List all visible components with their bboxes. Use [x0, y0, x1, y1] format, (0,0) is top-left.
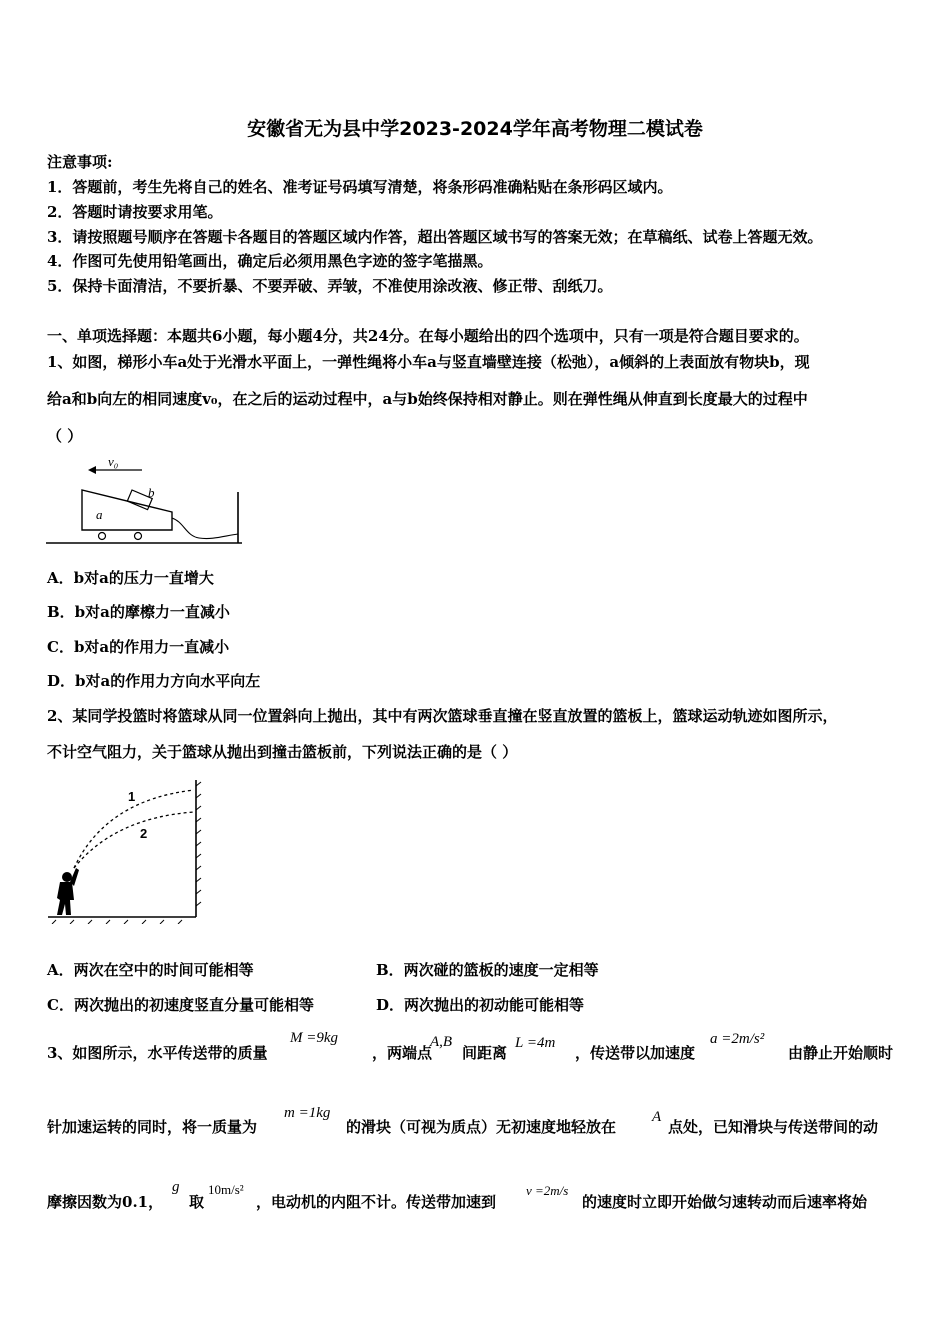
q3-text: ，两端点 [372, 1044, 433, 1062]
notice-item: 3．请按照题号顺序在答题卡各题目的答题区域内作答，超出答题区域书写的答案无效；在草稿纸、试卷上答题无效。 [47, 228, 823, 246]
q3-text: ，传送带以加速度 [575, 1044, 696, 1062]
q1-stem-line: 给a和b向左的相同速度v₀，在之后的运动过程中，a与b始终保持相对静止。则在弹性绳从伸直到长度最大的过程中 [47, 390, 808, 408]
q3-text: 取 [189, 1193, 205, 1211]
q2-basketball-figure [44, 776, 212, 924]
q3-math-L: L =4m [515, 1035, 556, 1051]
q2-option-d: D．两次抛出的初动能可能相等 [376, 996, 585, 1014]
q3-math-a: a =2m/s² [710, 1031, 765, 1047]
q3-text: 由静止开始顺时 [788, 1044, 894, 1062]
section-heading: 一、单项选择题：本题共6小题，每小题4分，共24分。在每小题给出的四个选项中，只有一项是符合题目要求的。 [47, 327, 809, 345]
q3-text: ，电动机的内阻不计。传送带加速到 [256, 1193, 497, 1211]
q3-text: 3、如图所示，水平传送带的质量 [47, 1044, 268, 1062]
q3-text: 的滑块（可视为质点）无初速度地轻放在 [346, 1118, 617, 1136]
q2-option-b: B．两次碰的篮板的速度一定相等 [376, 961, 599, 979]
q2-stem-line: 2、某同学投篮时将篮球从同一位置斜向上抛出，其中有两次篮球垂直撞在竖直放置的篮板上，篮球运动轨迹如图所示， [47, 707, 838, 725]
q1-option-b: B．b对a的摩檫力一直减小 [47, 603, 230, 621]
q3-math-AB: A,B [430, 1034, 453, 1050]
q3-math-gval: 10m/s² [208, 1182, 244, 1197]
notice-item: 1．答题前，考生先将自己的姓名、准考证号码填写清楚，将条形码准确粘贴在条形码区域内。 [47, 178, 673, 196]
q1-cart-figure [44, 452, 246, 547]
q1-option-a: A．b对a的压力一直增大 [47, 569, 214, 587]
notice-item: 2．答题时请按要求用笔。 [47, 203, 223, 221]
fig-label-v0: v₀ [108, 454, 119, 469]
q3-text: 的速度时立即开始做匀速转动而后速率将始 [582, 1193, 868, 1211]
q3-math-A: A [652, 1109, 662, 1125]
q3-text: 针加速运转的同时，将一质量为 [47, 1118, 258, 1136]
q2-option-c: C．两次抛出的初速度竖直分量可能相等 [47, 996, 314, 1014]
q3-text: 间距离 [462, 1044, 508, 1062]
fig-label-trajectory-2: 2 [140, 826, 148, 841]
q3-math-v: v =2m/s [526, 1183, 569, 1198]
q3-text: 摩擦因数为0.1， [47, 1193, 164, 1211]
notice-item: 5．保持卡面清洁，不要折暴、不要弄破、弄皱，不准使用涂改液、修正带、刮纸刀。 [47, 277, 613, 295]
q2-option-a: A．两次在空中的时间可能相等 [47, 961, 254, 979]
q1-stem-line: （ ） [47, 427, 83, 445]
fig-label-b: b [148, 485, 155, 500]
notice-heading: 注意事项: [47, 153, 113, 171]
q1-option-c: C．b对a的作用力一直减小 [47, 638, 230, 656]
q3-math-m: m =1kg [284, 1105, 331, 1121]
q1-stem-line: 1、如图，梯形小车a处于光滑水平面上，一弹性绳将小车a与竖直墙壁连接（松弛），a倾斜的上表面放有物块b，现 [47, 353, 810, 371]
q3-math-g: g [172, 1179, 180, 1195]
notice-item: 4．作图可先使用铅笔画出，确定后必须用黑色字迹的签字笔描黑。 [47, 252, 493, 270]
q3-text: 点处，已知滑块与传送带间的动 [668, 1118, 879, 1136]
q3-math-M: M =9kg [290, 1030, 339, 1046]
q1-option-d: D．b对a的作用力方向水平向左 [47, 672, 261, 690]
fig-label-trajectory-1: 1 [128, 789, 136, 804]
q2-stem-line: 不计空气阻力，关于篮球从抛出到撞击篮板前，下列说法正确的是（ ） [47, 743, 518, 761]
fig-label-a: a [96, 507, 103, 522]
page-title: 安徽省无为县中学2023-2024学年高考物理二模试卷 [247, 118, 703, 140]
